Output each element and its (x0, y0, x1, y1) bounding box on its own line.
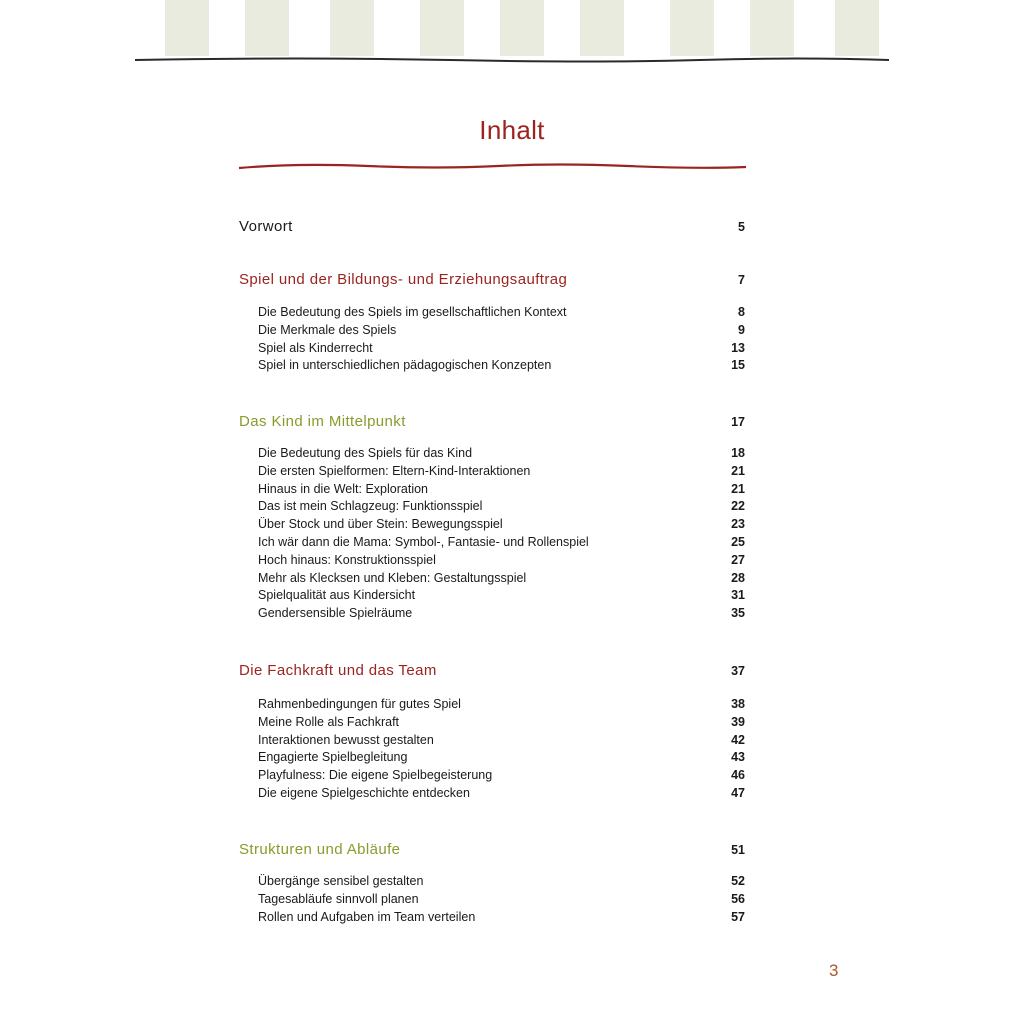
toc-entry[interactable] (258, 768, 745, 782)
header-stripe (835, 0, 879, 56)
toc-section-page: 37 (731, 664, 745, 678)
header-stripe (750, 0, 794, 56)
header-stripe (165, 0, 209, 56)
toc-entry-label: Gendersensible Spielräume (258, 606, 413, 621)
toc-entry-label: Das ist mein Schlagzeug: Funktionsspiel (258, 499, 483, 514)
toc-entry[interactable] (258, 571, 745, 585)
toc-entry-page: 56 (731, 891, 745, 906)
toc-section-page: 5 (738, 220, 745, 234)
toc-entry[interactable] (258, 786, 745, 800)
toc-entry[interactable] (258, 588, 745, 602)
toc-section[interactable] (239, 841, 745, 858)
toc-entry-page: 25 (731, 535, 745, 549)
toc-entry-label: Die Bedeutung des Spiels im gesellschaftlichen Kontext (258, 305, 567, 319)
toc-section-page: 7 (738, 273, 745, 287)
toc-entry-page: 35 (731, 606, 745, 621)
toc-entry-page: 47 (731, 786, 745, 800)
header-stripe (245, 0, 289, 56)
toc-entry-page: 52 (731, 874, 745, 888)
toc-entry-page: 28 (731, 570, 745, 585)
toc-entry-page: 13 (731, 340, 745, 355)
toc-section[interactable] (239, 662, 745, 679)
header-stripe (670, 0, 714, 56)
toc-entry[interactable] (258, 750, 745, 764)
toc-section[interactable] (239, 218, 745, 235)
toc-entry[interactable] (258, 910, 745, 924)
toc-entry-page: 22 (731, 499, 745, 514)
toc-entry-label: Rollen und Aufgaben im Team verteilen (258, 909, 476, 924)
toc-entry-label: Meine Rolle als Fachkraft (258, 714, 400, 729)
toc-entry-label: Interaktionen bewusst gestalten (258, 732, 434, 747)
toc-entry[interactable] (258, 535, 745, 549)
toc-entry-page: 21 (731, 463, 745, 478)
toc-entry[interactable] (258, 358, 745, 372)
header-stripe (580, 0, 624, 56)
toc-entry-label: Spielqualität aus Kindersicht (258, 588, 416, 603)
toc-entry-label: Spiel als Kinderrecht (258, 340, 373, 355)
toc-entry-page: 8 (738, 305, 745, 319)
toc-entry[interactable] (258, 892, 745, 906)
toc-entry-label: Ich wär dann die Mama: Symbol-, Fantasie- und Rollenspiel (258, 535, 589, 549)
toc-entry-label: Spiel in unterschiedlichen pädagogischen Konzepten (258, 358, 552, 373)
toc-entry-page: 18 (731, 446, 745, 460)
toc-entry-label: Mehr als Klecksen und Kleben: Gestaltungsspiel (258, 570, 527, 585)
toc-section[interactable] (239, 413, 745, 430)
toc-section-page: 51 (731, 843, 745, 857)
toc-section[interactable] (239, 271, 745, 288)
toc-entry[interactable] (258, 464, 745, 478)
toc-entry[interactable] (258, 874, 745, 888)
toc-entry-label: Übergänge sensibel gestalten (258, 874, 424, 888)
toc-entry[interactable] (258, 697, 745, 711)
toc-entry[interactable] (258, 733, 745, 747)
toc-section-label: Das Kind im Mittelpunkt (239, 413, 406, 430)
toc-entry[interactable] (258, 606, 745, 620)
toc-entry-label: Die eigene Spielgeschichte entdecken (258, 786, 470, 800)
toc-entry-label: Engagierte Spielbegleitung (258, 750, 408, 765)
toc-entry-page: 38 (731, 697, 745, 711)
toc-entry-page: 57 (731, 909, 745, 924)
toc-entry-label: Hoch hinaus: Konstruktionsspiel (258, 552, 436, 567)
header-stripes (135, 0, 889, 60)
toc-entry-label: Die Bedeutung des Spiels für das Kind (258, 446, 473, 460)
toc-entry[interactable] (258, 323, 745, 337)
toc-entry-label: Tagesabläufe sinnvoll planen (258, 891, 419, 906)
toc-entry-page: 21 (731, 481, 745, 496)
toc-section-label: Strukturen und Abläufe (239, 841, 401, 858)
toc-entry-page: 27 (731, 552, 745, 567)
toc-entry-page: 43 (731, 750, 745, 765)
toc-entry-page: 15 (731, 358, 745, 373)
toc-entry-label: Hinaus in die Welt: Exploration (258, 481, 428, 496)
toc-section-label: Die Fachkraft und das Team (239, 662, 437, 679)
toc-entry-label: Rahmenbedingungen für gutes Spiel (258, 697, 461, 711)
title-underline (238, 160, 748, 174)
toc-entry-label: Playfulness: Die eigene Spielbegeisterung (258, 768, 493, 783)
toc-entry[interactable] (258, 305, 745, 319)
toc-section-page: 17 (731, 415, 745, 429)
toc-entry[interactable] (258, 482, 745, 496)
toc-section-label: Spiel und der Bildungs- und Erziehungsauftrag (239, 271, 568, 288)
page-title: Inhalt (479, 115, 545, 145)
toc-entry[interactable] (258, 341, 745, 355)
header-stripe (330, 0, 374, 56)
toc-entry-page: 31 (731, 588, 745, 603)
toc-entry[interactable] (258, 553, 745, 567)
toc-entry-page: 42 (731, 732, 745, 747)
toc-entry-page: 39 (731, 714, 745, 729)
toc-entry-label: Über Stock und über Stein: Bewegungsspiel (258, 517, 503, 532)
header-stripe (420, 0, 464, 56)
toc-entry[interactable] (258, 715, 745, 729)
toc-entry-label: Die Merkmale des Spiels (258, 322, 397, 337)
toc-section-label: Vorwort (239, 218, 293, 235)
toc-entry-label: Die ersten Spielformen: Eltern-Kind-Interaktionen (258, 463, 531, 478)
page-number: 3 (829, 961, 839, 980)
toc-entry-page: 23 (731, 517, 745, 532)
header-stripe (500, 0, 544, 56)
toc-entry-page: 9 (738, 322, 745, 337)
toc-entry[interactable] (258, 446, 745, 460)
toc-entry[interactable] (258, 517, 745, 531)
header-rule (0, 52, 1024, 66)
toc-entry-page: 46 (731, 768, 745, 783)
toc-entry[interactable] (258, 499, 745, 513)
